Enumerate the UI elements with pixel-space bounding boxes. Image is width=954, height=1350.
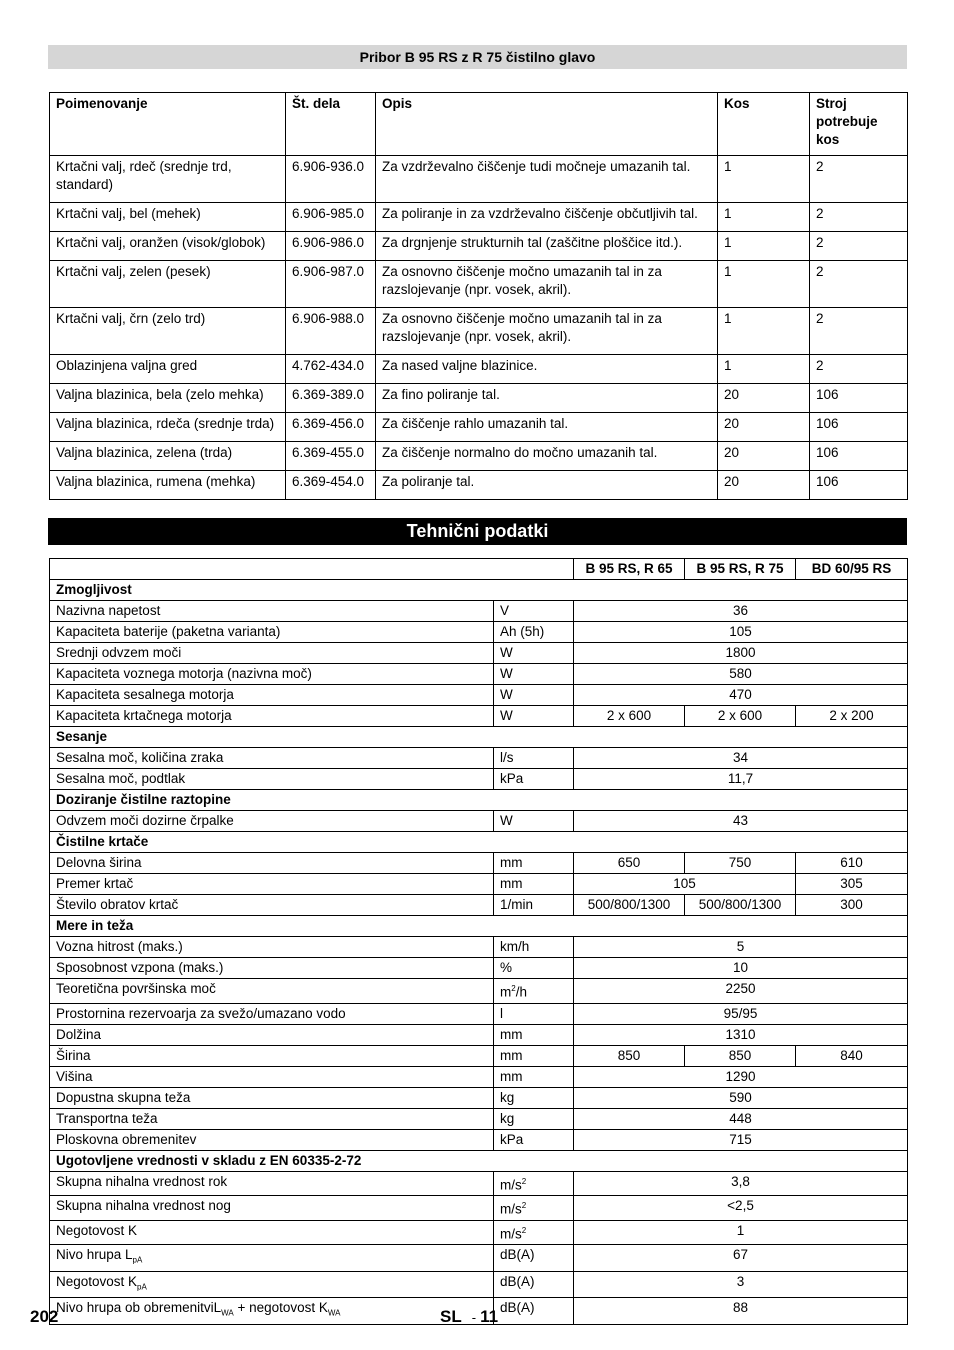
accessory-row [50,413,908,442]
spec-unit: mm [494,1066,574,1087]
spec-value: 1800 [574,643,908,664]
spec-value: 10 [574,958,908,979]
accessory-part-number: 6.906-986.0 [286,232,376,261]
spec-row [50,622,908,643]
spec-value: 1290 [574,1066,908,1087]
spec-label: Sposobnost vzpona (maks.) [50,958,494,979]
spec-label: Negotovost K [50,1220,494,1245]
spec-row [50,811,908,832]
spec-row [50,664,908,685]
spec-row [50,748,908,769]
tech-data-table [49,558,908,1325]
spec-value: 2 x 600 [685,706,796,727]
accessory-machine-needs: 106 [810,384,908,413]
section-header-row [50,727,908,748]
accessory-description: Za čiščenje normalno do močno umazanih tal. [376,442,718,471]
separator-dash: - [471,1310,477,1325]
spec-unit: $m/s^2$ [494,1220,574,1245]
spec-row [50,769,908,790]
spec-row [50,853,908,874]
spec-row [50,1087,908,1108]
spec-value: 448 [574,1108,908,1129]
spec-value: 3 [574,1271,908,1298]
spec-value: 36 [574,601,908,622]
spec-label: Teoretična površinska moč [50,979,494,1004]
spec-value: 300 [796,895,908,916]
spec-value: 650 [574,853,685,874]
spec-label: Premer krtač [50,874,494,895]
spec-label: Nazivna napetost [50,601,494,622]
accessory-machine-needs: 2 [810,203,908,232]
spec-value: 590 [574,1087,908,1108]
accessories-table [49,92,908,500]
spec-label: Prostornina rezervoarja za svežo/umazano vodo [50,1003,494,1024]
accessory-row [50,156,908,203]
section-title: Sesanje [50,727,908,748]
spec-unit: 1/min [494,895,574,916]
accessory-quantity: 1 [718,203,810,232]
spec-label: Število obratov krtač [50,895,494,916]
accessory-machine-needs: 2 [810,308,908,355]
accessory-quantity: 1 [718,355,810,384]
model-column-header: BD 60/95 RS [796,559,908,580]
accessory-name: Krtačni valj, črn (zelo trd) [50,308,286,355]
spec-unit: kPa [494,769,574,790]
spec-value: 850 [574,1045,685,1066]
accessory-quantity: 1 [718,261,810,308]
spec-row [50,874,908,895]
model-column-header: B 95 RS, R 65 [574,559,685,580]
spec-value: <2,5 [574,1196,908,1221]
spec-unit: kg [494,1087,574,1108]
spec-label: Širina [50,1045,494,1066]
accessory-row [50,442,908,471]
spec-value: 750 [685,853,796,874]
spec-unit: % [494,958,574,979]
spec-row [50,1245,908,1272]
spec-unit: V [494,601,574,622]
accessory-row [50,384,908,413]
spec-label: Skupna nihalna vrednost nog [50,1196,494,1221]
spec-row [50,1003,908,1024]
spec-unit: dB(A) [494,1298,574,1325]
spec-row [50,937,908,958]
spec-label: Dopustna skupna teža [50,1087,494,1108]
accessory-part-number: 6.369-454.0 [286,471,376,500]
accessory-name: Krtačni valj, rdeč (srednje trd, standard) [50,156,286,203]
accessory-row [50,355,908,384]
accessory-name: Krtačni valj, bel (mehek) [50,203,286,232]
spec-unit: $m/s^2$ [494,1196,574,1221]
accessory-row [50,203,908,232]
accessory-description: Za čiščenje rahlo umazanih tal. [376,413,718,442]
spec-label: Negotovost $K_{pA}$ [50,1271,494,1298]
accessory-description: Za poliranje in za vzdrževalno čiščenje občutljivih tal. [376,203,718,232]
spec-unit: dB(A) [494,1271,574,1298]
spec-row [50,1171,908,1196]
accessory-quantity: 1 [718,156,810,203]
accessory-name: Valjna blazinica, bela (zelo mehka) [50,384,286,413]
accessory-machine-needs: 106 [810,471,908,500]
spec-value: 5 [574,937,908,958]
spec-value: 1310 [574,1024,908,1045]
accessory-machine-needs: 2 [810,355,908,384]
language-code: SL [440,1307,462,1326]
spec-label: Sesalna moč, podtlak [50,769,494,790]
accessories-title: Pribor B 95 RS z R 75 čistilno glavo [48,45,907,69]
spec-unit: W [494,811,574,832]
spec-label: Delovna širina [50,853,494,874]
spec-unit: l/s [494,748,574,769]
section-title: Doziranje čistilne raztopine [50,790,908,811]
spec-label: Skupna nihalna vrednost rok [50,1171,494,1196]
accessory-description: Za drgnjenje strukturnih tal (zaščitne ploščice itd.). [376,232,718,261]
spec-value: 470 [574,685,908,706]
spec-row [50,1045,908,1066]
accessory-name: Krtačni valj, oranžen (visok/globok) [50,232,286,261]
spec-value: 88 [574,1298,908,1325]
spec-label: Nivo hrupa ob obremenitviL$_{WA}$ + negotovost $K_{WA}$ [50,1298,494,1325]
spec-row [50,1271,908,1298]
accessory-part-number: 6.369-456.0 [286,413,376,442]
spec-value: 11,7 [574,769,908,790]
spec-value: 305 [796,874,908,895]
accessory-row [50,232,908,261]
spec-unit: W [494,643,574,664]
tech-header-row [50,559,908,580]
accessory-part-number: 4.762-434.0 [286,355,376,384]
spec-row [50,1066,908,1087]
spec-unit: Ah (5h) [494,622,574,643]
spec-label: Kapaciteta krtačnega motorja [50,706,494,727]
spec-value: 500/800/1300 [685,895,796,916]
spec-value: 95/95 [574,1003,908,1024]
spec-value: 67 [574,1245,908,1272]
accessory-part-number: 6.369-455.0 [286,442,376,471]
spec-label: Kapaciteta sesalnega motorja [50,685,494,706]
accessory-name: Valjna blazinica, rumena (mehka) [50,471,286,500]
accessory-description: Za poliranje tal. [376,471,718,500]
accessory-name: Oblazinjena valjna gred [50,355,286,384]
spec-row [50,1220,908,1245]
spec-unit: dB(A) [494,1245,574,1272]
accessory-machine-needs: 106 [810,442,908,471]
page-number: 202 [30,1307,59,1326]
spec-value: 3,8 [574,1171,908,1196]
spec-label: Srednji odvzem moči [50,643,494,664]
accessory-part-number: 6.906-987.0 [286,261,376,308]
header-designation: Poimenovanje [50,93,286,156]
spec-unit: W [494,685,574,706]
header-description: Opis [376,93,718,156]
section-header-row [50,832,908,853]
accessory-machine-needs: 106 [810,413,908,442]
spec-value: 2 x 200 [796,706,908,727]
header-part-number: Št. dela [286,93,376,156]
spec-label: Kapaciteta baterije (paketna varianta) [50,622,494,643]
section-header-row [50,580,908,601]
accessory-quantity: 20 [718,384,810,413]
spec-row [50,685,908,706]
section-title: Čistilne krtače [50,832,908,853]
accessory-description: Za fino poliranje tal. [376,384,718,413]
spec-value: 610 [796,853,908,874]
spec-label: Dolžina [50,1024,494,1045]
spec-row [50,1108,908,1129]
accessory-quantity: 20 [718,471,810,500]
spec-label: Sesalna moč, količina zraka [50,748,494,769]
spec-value: 105 [574,622,908,643]
accessory-part-number: 6.906-936.0 [286,156,376,203]
spec-value: 105 [574,874,796,895]
section-header-row [50,1150,908,1171]
section-header-row [50,916,908,937]
spec-value: 34 [574,748,908,769]
header-machine-needs: Stroj potrebuje kos [810,93,908,156]
header-quantity: Kos [718,93,810,156]
spec-row [50,1129,908,1150]
accessory-part-number: 6.906-988.0 [286,308,376,355]
section-title: Ugotovljene vrednosti v skladu z EN 60335-2-72 [50,1150,908,1171]
spec-value: 715 [574,1129,908,1150]
spec-label: Nivo hrupa $L_{pA}$ [50,1245,494,1272]
accessory-row [50,261,908,308]
spec-label: Vozna hitrost (maks.) [50,937,494,958]
accessory-part-number: 6.906-985.0 [286,203,376,232]
section-header-row [50,790,908,811]
spec-row [50,601,908,622]
spec-value: 1 [574,1220,908,1245]
accessory-row [50,308,908,355]
spec-row [50,1196,908,1221]
accessory-machine-needs: 2 [810,232,908,261]
accessory-quantity: 1 [718,308,810,355]
model-column-header: B 95 RS, R 75 [685,559,796,580]
accessory-description: Za vzdrževalno čiščenje tudi močneje umazanih tal. [376,156,718,203]
spec-row [50,706,908,727]
accessory-quantity: 20 [718,442,810,471]
accessory-name: Krtačni valj, zelen (pesek) [50,261,286,308]
spec-label: Transportna teža [50,1108,494,1129]
spec-unit: mm [494,1024,574,1045]
accessory-name: Valjna blazinica, zelena (trda) [50,442,286,471]
spec-row [50,979,908,1004]
accessory-machine-needs: 2 [810,156,908,203]
spec-row [50,1024,908,1045]
spec-value: 850 [685,1045,796,1066]
spec-value: 2 x 600 [574,706,685,727]
accessory-description: Za osnovno čiščenje močno umazanih tal in za razslojevanje (npr. vosek, akril). [376,261,718,308]
spec-value: 2250 [574,979,908,1004]
spec-unit: kg [494,1108,574,1129]
spec-unit: mm [494,1045,574,1066]
accessory-name: Valjna blazinica, rdeča (srednje trda) [50,413,286,442]
tech-header-blank [50,559,574,580]
accessory-description: Za osnovno čiščenje močno umazanih tal in za razslojevanje (npr. vosek, akril). [376,308,718,355]
spec-label: Ploskovna obremenitev [50,1129,494,1150]
spec-unit: $m/s^2$ [494,1171,574,1196]
spec-unit: mm [494,874,574,895]
page-language-marker [440,1307,498,1327]
spec-row [50,643,908,664]
accessories-header-row [50,93,908,156]
spec-unit: mm [494,853,574,874]
section-page-number: 11 [480,1307,499,1326]
accessory-quantity: 1 [718,232,810,261]
tech-data-title: Tehnični podatki [48,518,907,545]
accessory-machine-needs: 2 [810,261,908,308]
spec-row [50,958,908,979]
spec-value: 500/800/1300 [574,895,685,916]
accessory-description: Za nased valjne blazinice. [376,355,718,384]
spec-unit: W [494,706,574,727]
spec-value: 840 [796,1045,908,1066]
spec-label: Kapaciteta voznega motorja (nazivna moč) [50,664,494,685]
spec-value: 580 [574,664,908,685]
spec-unit: l [494,1003,574,1024]
accessory-part-number: 6.369-389.0 [286,384,376,413]
spec-unit: kPa [494,1129,574,1150]
spec-row [50,895,908,916]
spec-label: Višina [50,1066,494,1087]
spec-unit: W [494,664,574,685]
accessory-quantity: 20 [718,413,810,442]
spec-unit: km/h [494,937,574,958]
spec-value: 43 [574,811,908,832]
section-title: Mere in teža [50,916,908,937]
spec-unit: $m^2/h$ [494,979,574,1004]
accessory-row [50,471,908,500]
spec-label: Odvzem moči dozirne črpalke [50,811,494,832]
section-title: Zmogljivost [50,580,908,601]
